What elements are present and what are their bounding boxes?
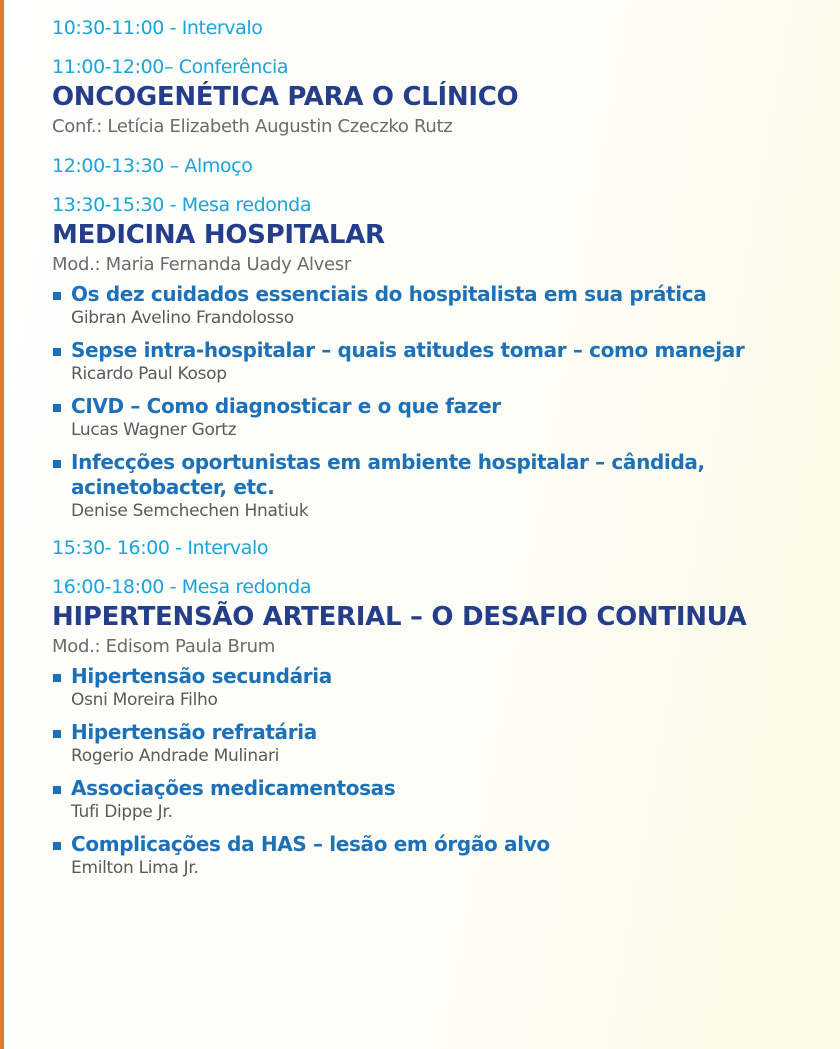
session-title: MEDICINA HOSPITALAR — [52, 220, 385, 250]
session-time: 15:30- 16:00 - Intervalo — [52, 537, 269, 559]
schedule-session — [52, 192, 832, 522]
square-bullet-icon — [53, 348, 61, 356]
talk-title: Complicações da HAS – lesão em órgão alvo — [71, 832, 550, 856]
list-item — [52, 394, 832, 441]
talk-speaker: Rogerio Andrade Mulinari — [71, 746, 280, 766]
session-time: 16:00-18:00 - Mesa redonda — [52, 576, 312, 598]
talk-speaker: Tufi Dippe Jr. — [71, 802, 173, 822]
square-bullet-icon — [53, 674, 61, 682]
session-moderator: Mod.: Edisom Paula Brum — [52, 636, 275, 657]
square-bullet-icon — [53, 292, 61, 300]
talk-speaker: Osni Moreira Filho — [71, 690, 218, 710]
schedule — [52, 15, 832, 892]
list-item — [52, 832, 832, 879]
talk-title: Associações medicamentosas — [71, 776, 396, 800]
list-item — [52, 720, 832, 767]
talk-title: Sepse intra-hospitalar – quais atitudes tomar – como manejar — [71, 338, 745, 362]
talk-title: Hipertensão secundária — [71, 664, 332, 688]
talk-title: Os dez cuidados essenciais do hospitalista em sua prática — [71, 282, 707, 306]
session-title: HIPERTENSÃO ARTERIAL – O DESAFIO CONTINUA — [52, 602, 747, 632]
talk-list — [52, 664, 832, 879]
schedule-session — [52, 574, 832, 879]
session-time: 13:30-15:30 - Mesa redonda — [52, 194, 312, 216]
session-time: 10:30-11:00 - Intervalo — [52, 17, 263, 39]
list-item — [52, 338, 832, 385]
talk-title: CIVD – Como diagnosticar e o que fazer — [71, 394, 501, 418]
session-moderator: Mod.: Maria Fernanda Uady Alvesr — [52, 254, 351, 275]
left-accent-bar — [0, 0, 4, 1049]
talk-speaker: Gibran Avelino Frandolosso — [71, 308, 294, 328]
schedule-session — [52, 54, 832, 140]
square-bullet-icon — [53, 842, 61, 850]
list-item — [52, 664, 832, 711]
schedule-session — [52, 153, 832, 179]
session-title: ONCOGENÉTICA PARA O CLÍNICO — [52, 82, 519, 112]
square-bullet-icon — [53, 404, 61, 412]
talk-list — [52, 282, 832, 522]
talk-speaker: Ricardo Paul Kosop — [71, 364, 227, 384]
square-bullet-icon — [53, 730, 61, 738]
talk-title: Infecções oportunistas em ambiente hospitalar – cândida, acinetobacter, etc. — [71, 450, 705, 499]
session-lecturer: Conf.: Letícia Elizabeth Augustin Czeczko Rutz — [52, 116, 453, 137]
session-time: 11:00-12:00– Conferência — [52, 56, 289, 78]
square-bullet-icon — [53, 460, 61, 468]
talk-speaker: Denise Semchechen Hnatiuk — [71, 501, 309, 521]
square-bullet-icon — [53, 786, 61, 794]
talk-speaker: Lucas Wagner Gortz — [71, 420, 237, 440]
list-item — [52, 450, 832, 522]
talk-title: Hipertensão refratária — [71, 720, 317, 744]
list-item — [52, 776, 832, 823]
list-item — [52, 282, 832, 329]
talk-speaker: Emilton Lima Jr. — [71, 858, 199, 878]
session-time: 12:00-13:30 – Almoço — [52, 155, 253, 177]
schedule-session — [52, 15, 832, 41]
schedule-session — [52, 535, 832, 561]
